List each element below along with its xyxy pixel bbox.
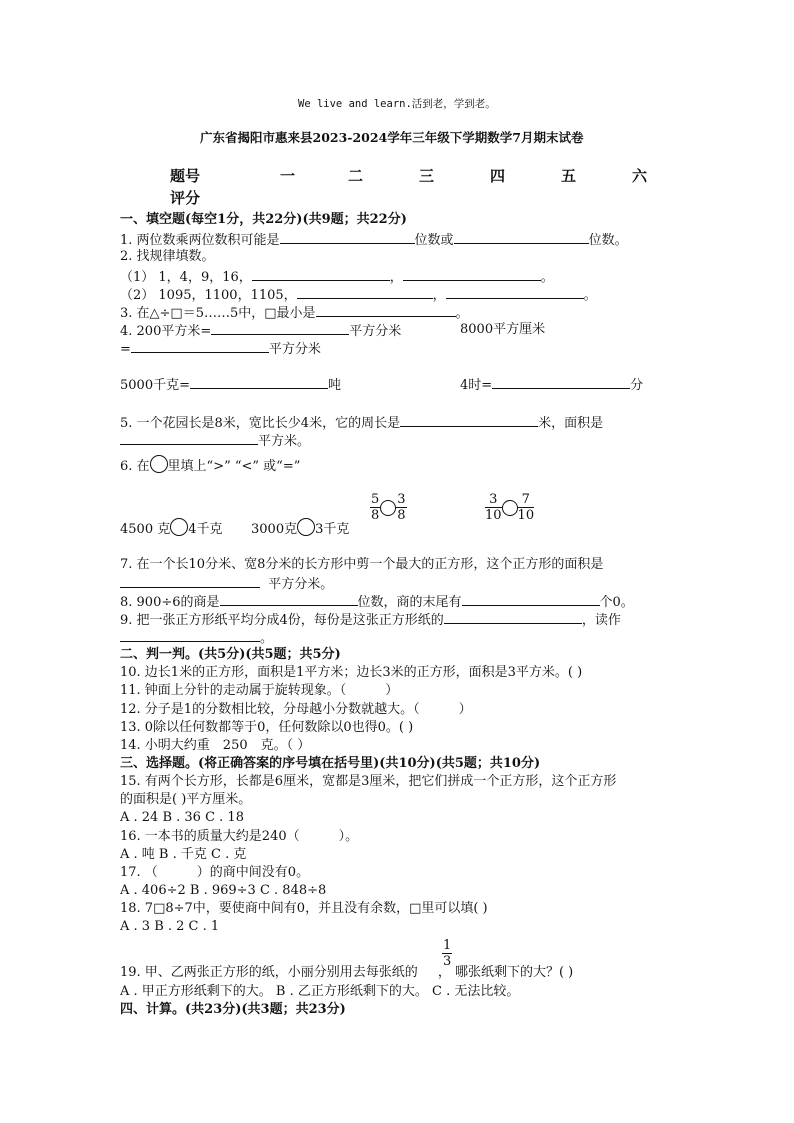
- question-12: 12. 分子是1的分数相比较，分母越小分数就越大。（ ）: [120, 702, 472, 717]
- question-19-options: A . 甲正方形纸剩下的大。 B . 乙正方形纸剩下的大。 C . 无法比较。: [120, 984, 520, 999]
- q5-text-b: 米，面积是: [538, 416, 604, 431]
- q6-text-a: 6. 在: [120, 459, 150, 474]
- q6-2-right: 3千克: [315, 522, 350, 537]
- question-6: [120, 455, 300, 475]
- question-1: [120, 231, 628, 249]
- q7-blank[interactable]: [120, 575, 260, 588]
- q1-text-c: 位数。: [588, 233, 628, 248]
- question-4-line-1: [120, 322, 401, 340]
- q2-1-blank-1[interactable]: [252, 268, 390, 281]
- q4-blank-4[interactable]: [492, 376, 630, 389]
- q9-text-b: ，读作: [581, 613, 621, 628]
- q4-eq: =: [120, 342, 131, 357]
- question-10: 10. 边长1米的正方形，面积是1平方米；边长3米的正方形，面积是3平方米。( ): [120, 665, 583, 680]
- question-5-line-1: [120, 414, 603, 432]
- q6-1-left: 4500 克: [120, 522, 171, 537]
- question-19: [120, 965, 573, 981]
- fraction-denominator: 3: [443, 954, 452, 969]
- fraction-denominator: 10: [517, 508, 535, 523]
- question-15-line-2: 的面积是( )平方厘米。: [120, 792, 252, 807]
- section-1-heading: 一、填空题(每空1分，共22分)(共9题；共22分): [120, 212, 407, 227]
- fraction-denominator: 8: [371, 508, 380, 523]
- q6-item-1: [120, 518, 223, 538]
- q8-blank-2[interactable]: [462, 593, 600, 606]
- compare-circle-icon[interactable]: [502, 500, 518, 516]
- q3-end: 。: [455, 306, 469, 321]
- q4-text-h: 4时=: [460, 378, 493, 393]
- fraction-3-10: [485, 492, 502, 523]
- q1-blank-2[interactable]: [454, 231, 589, 244]
- q6-2-left: 3000克: [251, 522, 298, 537]
- q4-text-e: 平方分米: [268, 342, 321, 357]
- question-4-line-4: [460, 376, 643, 394]
- q1-blank-1[interactable]: [280, 231, 415, 244]
- fraction-5-8: [370, 492, 380, 523]
- q2-1-text: （1） 1，4，9，16，: [120, 270, 252, 285]
- section-3-heading: 三、选择题。(将正确答案的序号填在括号里)(共10分)(共5题；共10分): [120, 756, 541, 771]
- fraction-numerator: 3: [485, 492, 502, 508]
- q2-2-end: 。: [583, 288, 597, 303]
- fraction-numerator: 7: [518, 492, 535, 508]
- fraction-denominator: 10: [485, 508, 502, 523]
- score-col-3: 三: [419, 167, 435, 185]
- question-16-options: A . 吨 B . 千克 C . 克: [120, 847, 247, 862]
- q9-blank-2[interactable]: [120, 629, 260, 642]
- question-3: [120, 304, 469, 322]
- q4-text-b: 平方分米: [349, 324, 402, 339]
- question-8: [120, 593, 634, 611]
- q3-text: 3. 在△÷□＝5……5中，□最小是: [120, 306, 316, 321]
- fraction-numerator: 1: [443, 938, 452, 953]
- q5-blank-1[interactable]: [400, 414, 538, 427]
- question-17-options: A . 406÷2 B . 969÷3 C . 848÷8: [120, 883, 327, 898]
- score-col-2: 二: [348, 167, 364, 185]
- compare-circle-icon[interactable]: [297, 518, 315, 536]
- q6-item-4: [485, 492, 534, 523]
- question-2-1: [120, 268, 554, 286]
- question-9-line-1: [120, 611, 621, 629]
- question-18-options: A . 3 B . 2 C . 1: [120, 919, 220, 934]
- q9-text-a: 9. 把一张正方形纸平均分成4份，每份是这张正方形纸的: [120, 613, 444, 628]
- q6-item-2: [251, 518, 349, 538]
- question-4-line-2: [120, 340, 321, 358]
- page-title: 广东省揭阳市惠来县2023-2024学年三年级下学期数学7月期末试卷: [200, 130, 584, 145]
- q8-text-b: 位数，商的末尾有: [357, 595, 462, 610]
- section-4-heading: 四、计算。(共23分)(共3题；共23分): [120, 1002, 346, 1017]
- score-col-1: 一: [280, 167, 296, 185]
- score-table-header-label: 题号: [170, 167, 201, 185]
- question-16: 16. 一本书的质量大约是240（ ）。: [120, 829, 359, 844]
- question-7-line-2: [120, 575, 333, 593]
- q9-text-c: 。: [260, 631, 274, 646]
- question-18: 18. 7□8÷7中，要使商中间有0，并且没有余数，□里可以填( ): [120, 901, 488, 916]
- q2-2-blank-1[interactable]: [297, 286, 433, 299]
- q5-blank-2[interactable]: [120, 432, 258, 445]
- compare-circle-icon: [150, 455, 168, 473]
- q2-2-text: （2） 1095，1100，1105，: [120, 288, 297, 303]
- q7-text-b: 平方分米。: [268, 577, 334, 592]
- score-col-5: 五: [561, 167, 577, 185]
- q4-text-g: 吨: [327, 378, 341, 393]
- fraction-numerator: 3: [397, 492, 406, 507]
- score-col-6: 六: [632, 167, 648, 185]
- q4-blank-3[interactable]: [190, 376, 328, 389]
- q5-text-a: 5. 一个花园长是8米，宽比长少4米，它的周长是: [120, 416, 401, 431]
- q2-1-comma: ，: [389, 270, 403, 285]
- q19-text-b: ， 哪张纸剩下的大？( ): [437, 965, 574, 980]
- question-2: 2. 找规律填数。: [120, 249, 215, 264]
- q3-blank[interactable]: [316, 304, 456, 317]
- q4-text-i: 分: [630, 378, 644, 393]
- q19-text-a: 19. 甲、乙两张正方形的纸，小丽分别用去每张纸的: [120, 965, 418, 980]
- question-14: 14. 小明大约重 250 克。（ ）: [120, 738, 311, 753]
- question-13: 13. 0除以任何数都等于0，任何数除以0也得0。( ): [120, 720, 414, 735]
- fraction-denominator: 8: [397, 508, 406, 523]
- q4-text-f: 5000千克=: [120, 378, 190, 393]
- q8-text-c: 个0。: [599, 595, 634, 610]
- question-4-text-c: 8000平方厘米: [460, 322, 546, 337]
- section-2-heading: 二、判一判。(共5分)(共5题；共5分): [120, 647, 341, 662]
- q1-text-b: 位数或: [414, 233, 454, 248]
- question-17: 17. （ ）的商中间没有0。: [120, 865, 310, 880]
- question-15-options: A . 24 B . 36 C . 18: [120, 810, 244, 825]
- q6-1-right: 4千克: [188, 522, 223, 537]
- motto: We live and learn.活到老，学到老。: [298, 98, 496, 110]
- score-col-4: 四: [490, 167, 506, 185]
- fraction-3-8: [396, 492, 406, 523]
- compare-circle-icon[interactable]: [170, 518, 188, 536]
- question-11: 11. 钟面上分针的走动属于旋转现象。（ ）: [120, 683, 399, 698]
- question-15-line-1: 15. 有两个长方形，长都是6厘米，宽都是3厘米，把它们拼成一个正方形，这个正方形: [120, 774, 617, 789]
- q2-2-comma: ，: [432, 288, 446, 303]
- fraction-7-10: [518, 492, 535, 523]
- q5-text-c: 平方米。: [258, 434, 311, 449]
- score-table-score-label: 评分: [170, 189, 201, 207]
- question-9-line-2: [120, 629, 273, 647]
- q4-blank-1[interactable]: [211, 322, 349, 335]
- q8-text-a: 8. 900÷6的商是: [120, 595, 220, 610]
- q6-item-3: [370, 492, 407, 523]
- question-5-line-2: [120, 432, 310, 450]
- q2-1-end: 。: [540, 270, 554, 285]
- fraction-numerator: 5: [371, 492, 380, 507]
- question-2-2: [120, 286, 597, 304]
- q1-text-a: 1. 两位数乘两位数积可能是: [120, 233, 280, 248]
- q9-blank-1[interactable]: [444, 611, 582, 624]
- q2-2-blank-2[interactable]: [446, 286, 584, 299]
- compare-circle-icon[interactable]: [380, 500, 396, 516]
- q6-text-b: 里填上“>” “<” 或“=”: [167, 459, 301, 474]
- q8-blank-1[interactable]: [220, 593, 358, 606]
- q4-blank-2[interactable]: [131, 340, 269, 353]
- q4-text-a: 4. 200平方米=: [120, 324, 212, 339]
- question-7-line-1: 7. 在一个长10分米、宽8分米的长方形中剪一个最大的正方形，这个正方形的面积是: [120, 557, 604, 572]
- q2-1-blank-2[interactable]: [403, 268, 541, 281]
- question-4-line-3: [120, 376, 341, 394]
